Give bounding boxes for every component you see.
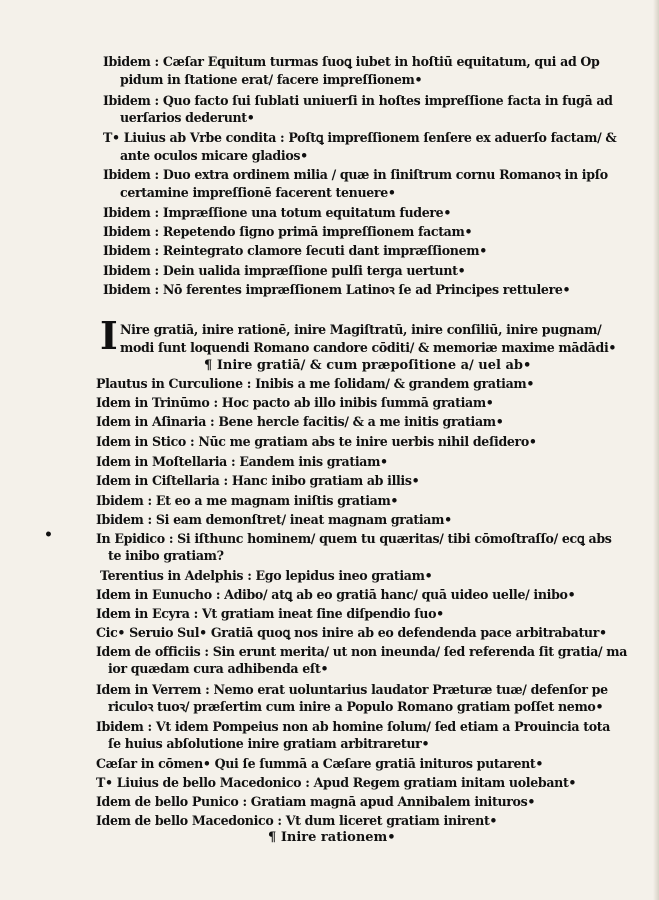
text-line: Ibidem : Et eo a me magnam iniſtis gratiam• — [96, 493, 399, 508]
text-line: Ibidem : Repetendo ſigno primā impreſſionem factam• — [103, 224, 473, 239]
margin-dot: • — [44, 527, 53, 543]
pilcrow-icon: ¶ — [268, 830, 277, 845]
text-line: Ibidem : Reintegrato clamore ſecuti dant impræſſionem• — [103, 243, 487, 258]
text-line: pidum in ſtatione erat/ facere impreſſionem• — [120, 72, 423, 87]
text-line: Ibidem : Quo facto ſui ſublati uniuerſi in hoſtes impreſſione facta in fugā ad — [103, 93, 613, 108]
page-edge-shadow — [653, 0, 659, 900]
text-line: Idem in Verrem : Nemo erat uoluntarius laudator Præturæ tuæ/ defenſor pe — [96, 682, 608, 697]
text-line: Plautus in Curculione : Inibis a me ſolidam/ & grandem gratiam• — [96, 376, 535, 391]
text-line: Idem in Ecyra : Vt gratiam ineat ſine diſpendio ſuo• — [96, 606, 444, 621]
text-line: Idem in Ciſtellaria : Hanc inibo gratiam ab illis• — [96, 473, 420, 488]
intro-line: Nire gratiā, inire rationē, inire Magiſtratū, inire conſiliū, inire pugnam/ — [120, 322, 602, 337]
text-line: Cic• Seruio Sul• Gratiā quoꝗ nos inire ab eo defendenda pace arbitrabatur• — [96, 625, 607, 640]
text-line: Idem in Stico : Nūc me gratiam abs te inire uerbis nihil deſidero• — [96, 434, 537, 449]
text-line: te inibo gratiam? — [108, 548, 224, 563]
text-line: Cæſar in cōmen• Qui ſe ſummā a Cæſare gratiā inituros putarent• — [96, 756, 544, 771]
pilcrow-icon: ¶ — [204, 358, 213, 373]
text-line: In Epidico : Si iſthunc hominem/ quem tu quæritas/ tibi cōmoſtraſſo/ ecꝗ abs — [96, 531, 612, 546]
text-line: Idem in Aſinaria : Bene hercle facitis/ & a me initis gratiam• — [96, 414, 504, 429]
intro-line: modi ſunt loquendi Romano candore cōditi/ & memoriæ maxime mādādi• — [120, 340, 617, 355]
text-line: Ibidem : Vt idem Pompeius non ab homine ſolum/ ſed etiam a Prouincia tota — [96, 719, 611, 734]
text-line: Idem in Trinūmo : Hoc pacto ab illo inibis ſummā gratiam• — [96, 395, 494, 410]
text-line: ſe huius abſolutione inire gratiam arbitraretur• — [108, 736, 430, 751]
closing-heading — [268, 830, 396, 845]
text-line: ior quædam cura adhibenda eſt• — [108, 661, 329, 676]
text-line: Ibidem : Duo extra ordinem milia / quæ in ſiniſtrum cornu Romanoꝛ in ipſo — [103, 167, 608, 182]
text-line: uerſarios dederunt• — [120, 110, 255, 125]
text-line: Idem in Moſtellaria : Eandem inis gratiam• — [96, 454, 388, 469]
drop-cap: I — [100, 313, 118, 358]
text-line: T• Liuius de bello Macedonico : Apud Regem gratiam initam uolebant• — [96, 775, 577, 790]
text-line: T• Liuius ab Vrbe condita : Poſtꝗ impreſſionem ſenſere ex aduerſo factam/ & — [103, 130, 617, 145]
text-line: ante oculos micare gladios• — [120, 148, 308, 163]
text-line: Ibidem : Cæſar Equitum turmas ſuoꝗ iubet in hoſtiū equitatum, qui ad Op — [103, 54, 600, 69]
subheading — [204, 358, 531, 373]
closing-heading-text: Inire rationem• — [280, 830, 396, 845]
text-line: Idem de bello Punico : Gratiam magnā apud Annibalem inituros• — [96, 794, 536, 809]
text-line: Idem de officiis : Sin erunt merita/ ut non ineunda/ ſed referenda ſit gratia/ ma — [96, 644, 628, 659]
text-line: Ibidem : Nō ferentes impræſſionem Latinoꝛ ſe ad Principes rettulere• — [103, 282, 571, 297]
text-line: certamine impreſſionē facerent tenuere• — [120, 185, 396, 200]
text-line: Ibidem : Si eam demonſtret/ ineat magnam gratiam• — [96, 512, 452, 527]
text-line: Ibidem : Dein ualida impræſſione pulſi terga uertunt• — [103, 263, 466, 278]
text-line: Idem de bello Macedonico : Vt dum liceret gratiam inirent• — [96, 813, 498, 828]
text-line: riculoꝛ tuoꝛ/ præſertim cum inire a Populo Romano gratiam poſſet nemo• — [108, 699, 604, 714]
text-line: Ibidem : Impræſſione una totum equitatum fudere• — [103, 205, 452, 220]
text-line: Idem in Eunucho : Adibo/ atꝗ ab eo gratiā hanc/ quā uideo uelle/ inibo• — [96, 587, 576, 602]
text-line: Terentius in Adelphis : Ego lepidus ineo gratiam• — [100, 568, 433, 583]
subheading-text: Inire gratiā/ & cum præpoſitione a/ uel ab• — [216, 358, 532, 373]
